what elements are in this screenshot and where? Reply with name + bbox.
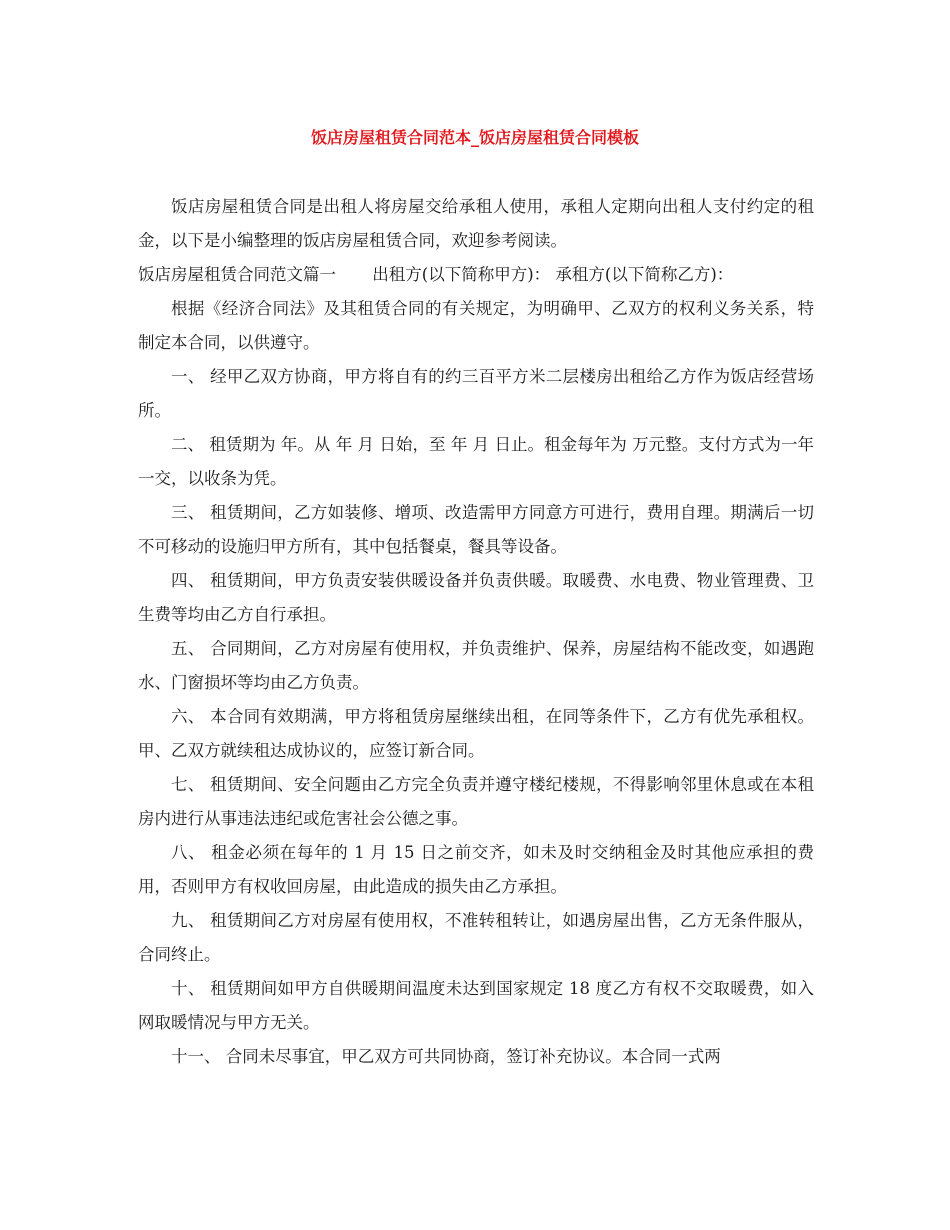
lessee-label: 承租方(以下简称乙方)： — [555, 265, 734, 284]
clause-2: 二、 租赁期为 年。从 年 月 日始，至 年 月 日止。租金每年为 万元整。支付方式为一年一交，以收条为凭。 — [138, 435, 814, 488]
clause-6: 六、 本合同有效期满，甲方将租赁房屋继续出租，在同等条件下，乙方有优先承租权。甲、乙双方就续租达成协议的，应签订新合同。 — [138, 707, 814, 760]
preamble-paragraph: 根据《经济合同法》及其租赁合同的有关规定，为明确甲、乙双方的权利义务关系，特制定本合同，以供遵守。 — [138, 299, 814, 352]
section-heading-line — [138, 258, 814, 292]
clause-3: 三、 租赁期间，乙方如装修、增项、改造需甲方同意方可进行，费用自理。期满后一切不可移动的设施归甲方所有，其中包括餐桌，餐具等设备。 — [138, 503, 814, 556]
clause-9: 九、 租赁期间乙方对房屋有使用权，不准转租转让，如遇房屋出售，乙方无条件服从，合同终止。 — [138, 911, 814, 964]
intro-paragraph: 饭店房屋租赁合同是出租人将房屋交给承租人使用，承租人定期向出租人支付约定的租金，以下是小编整理的饭店房屋租赁合同，欢迎参考阅读。 — [138, 197, 814, 250]
document-title: 饭店房屋租赁合同范本_饭店房屋租赁合同模板 — [310, 128, 639, 147]
clause-10: 十、 租赁期间如甲方自供暖期间温度未达到国家规定 18 度乙方有权不交取暖费，如入网取暖情况与甲方无关。 — [138, 979, 814, 1032]
lessor-label: 出租方(以下简称甲方)： — [372, 265, 551, 284]
clause-5: 五、 合同期间，乙方对房屋有使用权，并负责维护、保养，房屋结构不能改变，如遇跑水、门窗损坏等均由乙方负责。 — [138, 639, 814, 692]
clause-11: 十一、 合同未尽事宜，甲乙双方可共同协商，签订补充协议。本合同一式两 — [171, 1047, 721, 1066]
clause-8: 八、 租金必须在每年的 1 月 15 日之前交齐，如未及时交纳租金及时其他应承担的费用，否则甲方有权收回房屋，由此造成的损失由乙方承担。 — [138, 843, 814, 896]
clause-1: 一、 经甲乙双方协商，甲方将自有的约三百平方米二层楼房出租给乙方作为饭店经营场所。 — [138, 367, 814, 420]
clause-4: 四、 租赁期间，甲方负责安装供暖设备并负责供暖。取暖费、水电费、物业管理费、卫生费等均由乙方自行承担。 — [138, 571, 814, 624]
section-title: 饭店房屋租赁合同范文篇一 — [138, 265, 336, 284]
document-body — [138, 190, 814, 1074]
clause-7: 七、 租赁期间、安全问题由乙方完全负责并遵守楼纪楼规，不得影响邻里休息或在本租房内进行从事违法违纪或危害社会公德之事。 — [138, 775, 814, 828]
